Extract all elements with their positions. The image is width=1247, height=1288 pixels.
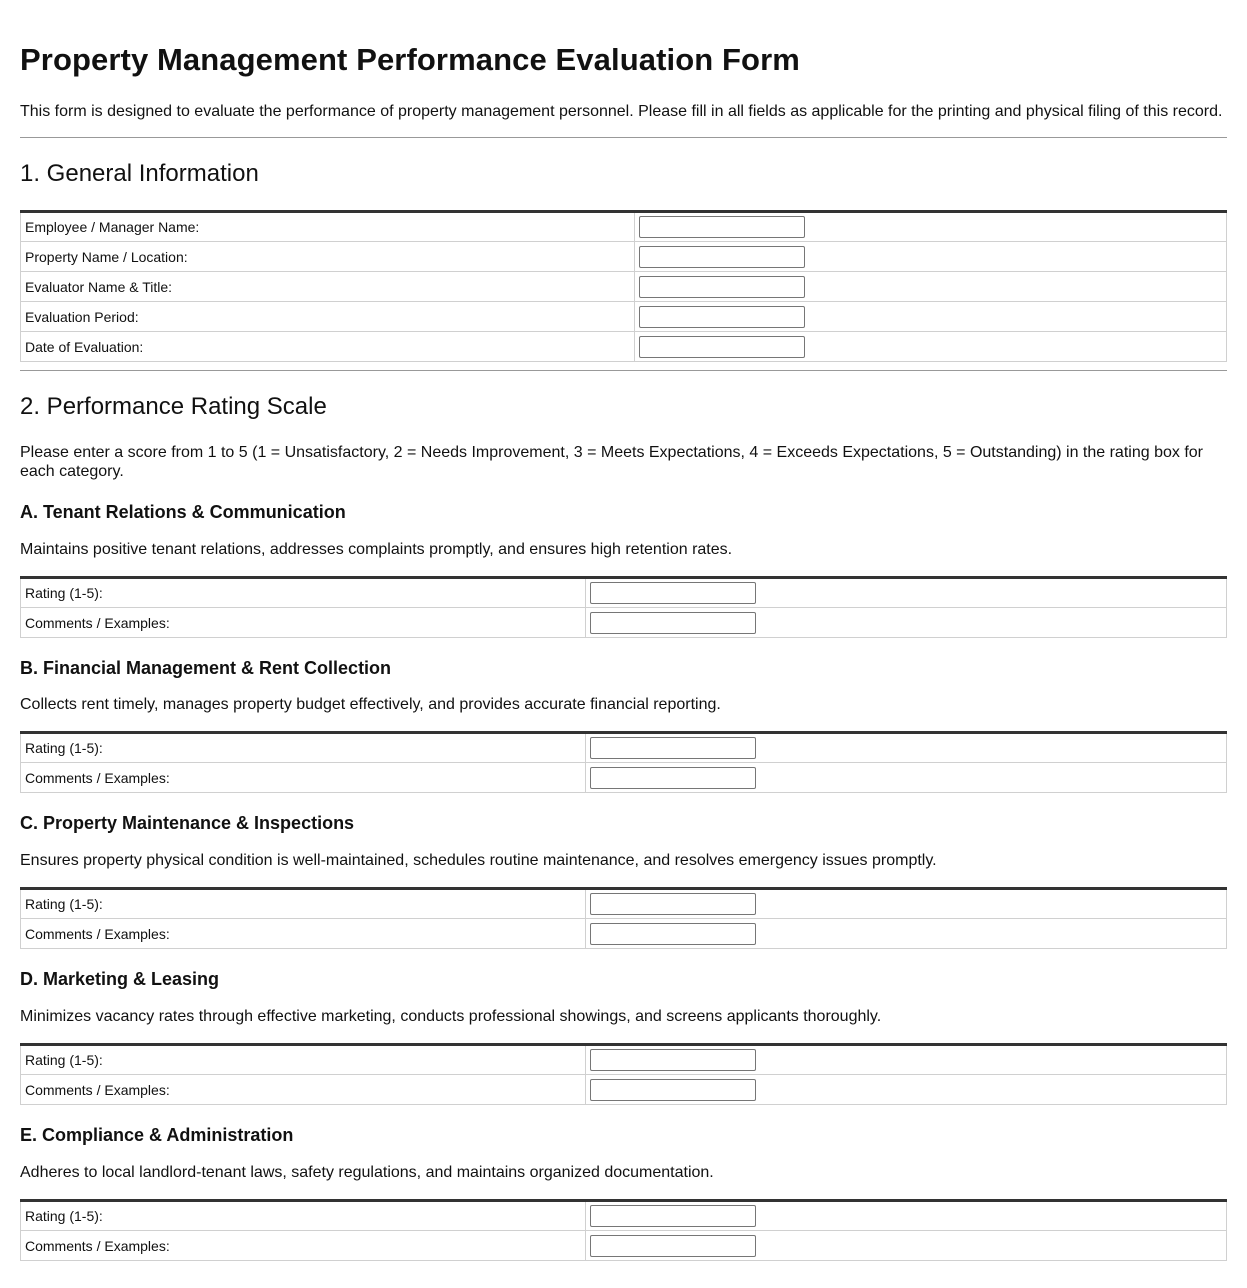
comments-label: Comments / Examples: [21, 1231, 586, 1261]
comments-input[interactable] [590, 923, 756, 945]
page-title: Property Management Performance Evaluation Form [20, 42, 800, 77]
field-label: Property Name / Location: [21, 242, 635, 272]
field-cell [586, 889, 1227, 919]
rating-instructions: Please enter a score from 1 to 5 (1 = Unsatisfactory, 2 = Needs Improvement, 3 = Meets Expectations, 4 = Exceeds Expectations, 5 = Outstanding) in the rating box for each category. [20, 444, 1203, 480]
rating-label: Rating (1-5): [21, 1201, 586, 1231]
evaluator-name-input[interactable] [639, 276, 805, 298]
field-cell [635, 332, 1227, 362]
section-divider [20, 137, 1227, 138]
field-cell [635, 212, 1227, 242]
category-description: Minimizes vacancy rates through effective marketing, conducts professional showings, and screens applicants thoroughly. [20, 1008, 882, 1025]
field-label: Date of Evaluation: [21, 332, 635, 362]
field-cell [586, 919, 1227, 949]
rating-label: Rating (1-5): [21, 578, 586, 608]
table-row [21, 1231, 1227, 1261]
comments-input[interactable] [590, 1079, 756, 1101]
comments-label: Comments / Examples: [21, 919, 586, 949]
table-row [21, 272, 1227, 302]
field-label: Employee / Manager Name: [21, 212, 635, 242]
table-row [21, 763, 1227, 793]
rating-input[interactable] [590, 582, 756, 604]
rating-input[interactable] [590, 1049, 756, 1071]
category-title: B. Financial Management & Rent Collection [20, 658, 392, 678]
category-description: Adheres to local landlord-tenant laws, safety regulations, and maintains organized documentation. [20, 1164, 714, 1181]
comments-input[interactable] [590, 1235, 756, 1257]
field-cell [586, 733, 1227, 763]
field-cell [586, 1075, 1227, 1105]
property-name-input[interactable] [639, 246, 805, 268]
category-rating-table [20, 576, 1227, 638]
table-row [21, 212, 1227, 242]
rating-scale-heading: 2. Performance Rating Scale [20, 393, 327, 420]
field-cell [635, 272, 1227, 302]
table-row [21, 1045, 1227, 1075]
field-cell [586, 1201, 1227, 1231]
intro-text: This form is designed to evaluate the performance of property management personnel. Please fill in all fields as applicable for the printing and physical filing of this record. [20, 103, 1223, 120]
table-row [21, 578, 1227, 608]
comments-label: Comments / Examples: [21, 763, 586, 793]
field-label: Evaluation Period: [21, 302, 635, 332]
employee-name-input[interactable] [639, 216, 805, 238]
rating-label: Rating (1-5): [21, 889, 586, 919]
field-cell [586, 1045, 1227, 1075]
category-title: C. Property Maintenance & Inspections [20, 813, 355, 833]
category-rating-table [20, 1043, 1227, 1105]
category-title: D. Marketing & Leasing [20, 969, 220, 989]
field-cell [586, 763, 1227, 793]
field-cell [635, 242, 1227, 272]
table-row [21, 608, 1227, 638]
evaluation-date-input[interactable] [639, 336, 805, 358]
evaluation-period-input[interactable] [639, 306, 805, 328]
category-rating-table [20, 1199, 1227, 1261]
category-description: Ensures property physical condition is well-maintained, schedules routine maintenance, and resolves emergency issues promptly. [20, 852, 937, 869]
category-title: A. Tenant Relations & Communication [20, 502, 346, 522]
category-description: Maintains positive tenant relations, addresses complaints promptly, and ensures high retention rates. [20, 541, 733, 558]
category-description: Collects rent timely, manages property budget effectively, and provides accurate financial reporting. [20, 696, 721, 713]
rating-label: Rating (1-5): [21, 733, 586, 763]
table-row [21, 733, 1227, 763]
category-title: E. Compliance & Administration [20, 1125, 294, 1145]
table-row [21, 1201, 1227, 1231]
table-row [21, 1075, 1227, 1105]
field-cell [635, 302, 1227, 332]
field-label: Evaluator Name & Title: [21, 272, 635, 302]
field-cell [586, 578, 1227, 608]
comments-input[interactable] [590, 767, 756, 789]
field-cell [586, 608, 1227, 638]
section-divider [20, 370, 1227, 371]
rating-input[interactable] [590, 893, 756, 915]
field-cell [586, 1231, 1227, 1261]
general-info-heading: 1. General Information [20, 160, 259, 187]
table-row [21, 302, 1227, 332]
category-rating-table [20, 731, 1227, 793]
table-row [21, 889, 1227, 919]
comments-label: Comments / Examples: [21, 1075, 586, 1105]
comments-input[interactable] [590, 612, 756, 634]
table-row [21, 242, 1227, 272]
comments-label: Comments / Examples: [21, 608, 586, 638]
rating-input[interactable] [590, 1205, 756, 1227]
general-info-table [20, 210, 1227, 362]
table-row [21, 332, 1227, 362]
category-rating-table [20, 887, 1227, 949]
rating-label: Rating (1-5): [21, 1045, 586, 1075]
table-row [21, 919, 1227, 949]
rating-input[interactable] [590, 737, 756, 759]
